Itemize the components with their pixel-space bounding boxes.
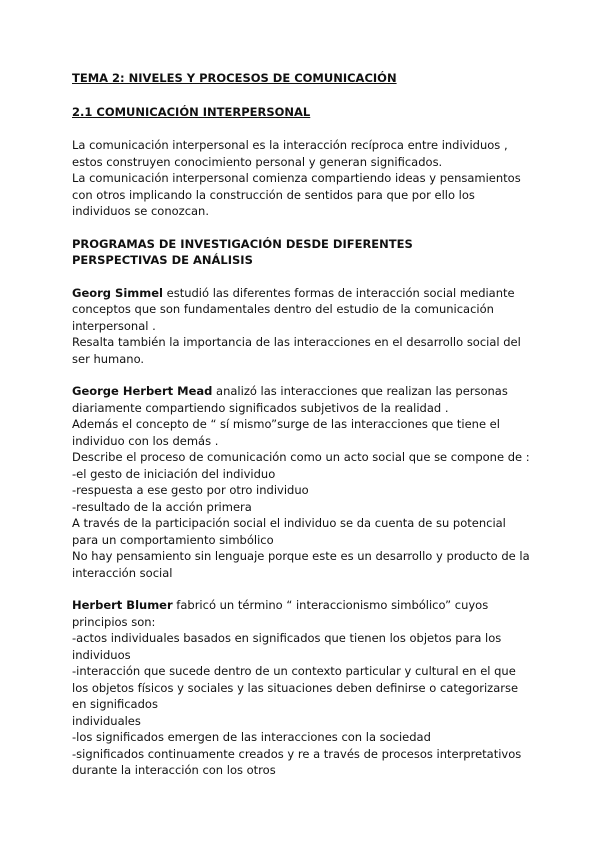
- section-subtitle: 2.1 COMUNICACIÓN INTERPERSONAL: [72, 104, 311, 119]
- blumer-section: [72, 597, 532, 779]
- simmel-section: [72, 285, 532, 368]
- simmel-first-text: estudió las diferentes formas de interacción social mediante conceptos que son fundamentales dentro del estudio de la comunicación interpersonal .: [72, 285, 515, 333]
- blumer-line: individuales: [72, 713, 141, 728]
- mead-line: No hay pensamiento sin lenguaje porque este es un desarrollo y producto de la interacción social: [72, 549, 530, 580]
- mead-line: -respuesta a ese gesto por otro individuo: [72, 483, 309, 497]
- blumer-line: -los significados emergen de las interacciones con la sociedad: [72, 730, 431, 744]
- intro-block: [72, 137, 532, 220]
- simmel-line: Resalta también la importancia de las interacciones en el desarrollo social del ser humano.: [72, 335, 521, 366]
- mead-section: [72, 383, 532, 581]
- blumer-line: -significados continuamente creados y re a través de procesos interpretativos durante la interacción con los otros: [72, 746, 522, 777]
- intro-paragraph-2: La comunicación interpersonal comienza compartiendo ideas y pensamientos con otros implicando la construcción de sentidos para que por ello los individuos se conozcan.: [72, 171, 521, 218]
- simmel-first-line: [72, 285, 532, 335]
- simmel-name: Georg Simmel: [72, 285, 163, 300]
- blumer-first-line: [72, 597, 532, 630]
- blumer-first-text: fabricó un término “ interaccionismo simbólico” cuyos principios son:: [72, 598, 489, 629]
- blumer-line: -actos individuales basados en significados que tienen los objetos para los individuos: [72, 631, 502, 662]
- mead-line: Describe el proceso de comunicación como un acto social que se compone de :: [72, 450, 530, 464]
- blumer-line: -interacción que sucede dentro de un contexto particular y cultural en el que los objetos físicos y sociales y las situaciones deben definirse o categorizarse en significados: [72, 664, 519, 711]
- document-title: TEMA 2: NIVELES Y PROCESOS DE COMUNICACIÓN: [72, 71, 397, 85]
- mead-line: Además el concepto de “ sí mismo”surge de las interacciones que tiene el individuo con los demás .: [72, 417, 500, 448]
- programs-heading: PROGRAMAS DE INVESTIGACIÓN DESDE DIFERENTES PERSPECTIVAS DE ANÁLISIS: [72, 236, 413, 267]
- document-page: [72, 70, 532, 779]
- mead-first-text: analizó las interacciones que realizan las personas diariamente compartiendo significados subjetivos de la realidad .: [72, 384, 508, 415]
- blumer-name: Herbert Blumer: [72, 598, 173, 612]
- mead-first-line: [72, 383, 532, 416]
- mead-line: A través de la participación social el individuo se da cuenta de su potencial para un comportamiento simbólico: [72, 516, 506, 547]
- mead-line: -el gesto de iniciación del individuo: [72, 466, 276, 481]
- mead-name: George Herbert Mead: [72, 384, 213, 398]
- intro-paragraph-1: La comunicación interpersonal es la interacción recíproca entre individuos , estos construyen conocimiento personal y generan significados.: [72, 138, 508, 169]
- mead-line: -resultado de la acción primera: [72, 499, 252, 514]
